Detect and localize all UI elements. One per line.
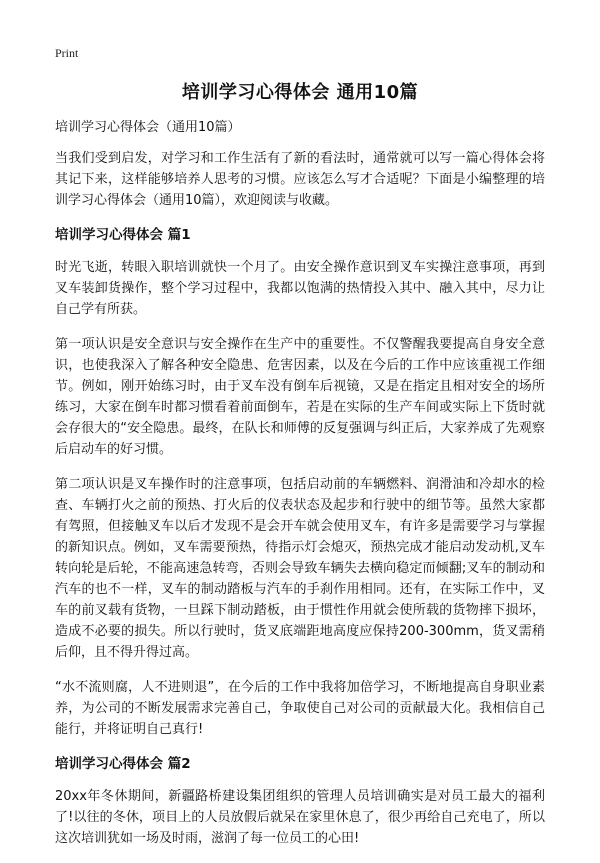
section-paragraph: “水不流则腐，人不进则退”，在今后的工作中我将加倍学习，不断地提高自身职业素养，为公司的不断发展需求完善自己，争取使自己对公司的贡献最大化。我相信自己能行，并将证明自己真行! xyxy=(55,680,545,737)
section-paragraph: 20xx年冬休期间，新疆路桥建设集团组织的管理人员培训确实是对员工最大的福利了!以往的冬休，项目上的人员放假后就呆在家里休息了，很少再给自己充电了，所以这次培训犹如一场及时雨，滋润了每一位员工的心田! xyxy=(55,789,545,846)
section-2 xyxy=(55,754,545,849)
section-1 xyxy=(55,225,545,740)
page-title: 培训学习心得体会 通用10篇 xyxy=(181,82,419,103)
intro-paragraph: 当我们受到启发，对学习和工作生活有了新的看法时，通常就可以写一篇心得体会将其记下来，这样能够培养人思考的习惯。应该怎么写才合适呢？下面是小编整理的培训学习心得体会（通用10篇），欢迎阅读与收藏。 xyxy=(55,151,545,208)
print-link[interactable]: Print xyxy=(55,46,79,60)
section-paragraph: 时光飞逝，转眼入职培训就快一个月了。由安全操作意识到叉车实操注意事项，再到叉车装卸货操作，整个学习过程中，我都以饱满的热情投入其中、融入其中，尽力让自己学有所获。 xyxy=(55,260,545,317)
section-paragraph: 第一项认识是安全意识与安全操作在生产中的重要性。不仅警醒我要提高自身安全意识，也使我深入了解各种安全隐患、危害因素，以及在今后的工作中应该重视工作细节。例如，刚开始练习时，由于叉车没有倒车后视镜，又是在指定且相对安全的场所练习，大家在倒车时都习惯看着前面倒车，若是在实际的生产车间或实际上下货时就会存很大的“安全隐患。最终，在队长和师傅的反复强调与纠正后，大家养成了先观察后启动车的好习惯。 xyxy=(55,337,545,457)
document-subtitle: 培训学习心得体会（通用10篇） xyxy=(55,120,241,135)
section-heading: 培训学习心得体会 篇2 xyxy=(55,756,191,772)
section-paragraph: 第二项认识是叉车操作时的注意事项，包括启动前的车辆燃料、润滑油和冷却水的检查、车辆打火之前的预热、打火后的仪表状态及起步和行驶中的细节等。虽然大家都有驾照，但接触叉车以后才发现不是会开车就会使用叉车，有许多是需要学习与掌握的新知识点。例如，叉车需要预热，待指示灯会熄灭，预热完成才能启动发动机,叉车转向轮是后轮，不能高速急转弯，否则会导致车辆失去横向稳定而倾翻;叉车的制动和汽车的也不一样，叉车的制动踏板与汽车的手刹作用相同。还有，在实际工作中，叉车的前叉载有货物，一旦踩下制动踏板，由于惯性作用就会使所载的货物摔下损坏，造成不必要的损失。所以行驶时，货叉底端距地高度应保持200-300mm，货叉需稍后仰，且不得升得过高。 xyxy=(55,477,545,660)
section-heading: 培训学习心得体会 篇1 xyxy=(55,227,191,243)
document-body xyxy=(55,118,545,863)
